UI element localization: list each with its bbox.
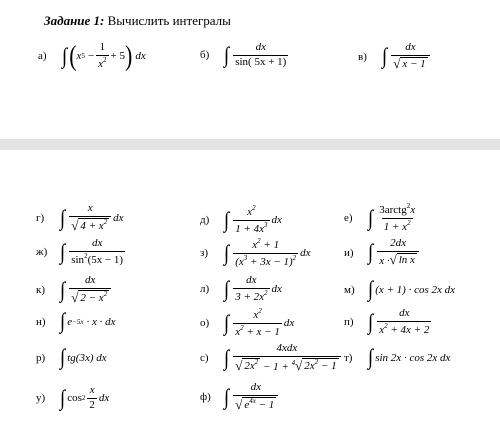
integral-t: т) ∫ sin 2x · cos 2x dx bbox=[344, 345, 451, 370]
left-frame bbox=[0, 0, 15, 433]
integral-sign: ∫ bbox=[224, 276, 230, 302]
integral-sign: ∫ bbox=[224, 42, 230, 68]
fraction: $\frac{1}{x^2}$ bbox=[98, 41, 107, 70]
fraction: 2dx x · √ ln x bbox=[377, 238, 419, 267]
integral-sign: ∫ bbox=[60, 309, 66, 334]
integral-p: п) ∫ $\frac{dx}{x^2 + 4x + 2}$ bbox=[344, 307, 430, 336]
integral-i: и) ∫ 2dx x · √ ln x bbox=[344, 238, 421, 267]
integral-sign: ∫ bbox=[382, 44, 388, 69]
fraction: $\frac{dx}{\sin^2(5x - 1)}$ bbox=[71, 237, 124, 266]
integral-z: з) ∫ $\frac{x^2 + 1}{(x^3 + 3x - 1)^2}$ dx bbox=[200, 237, 311, 268]
fraction: 4xdx √ $2x^2$ − 1 + $^4$ √ $2x^2 - 1$ bbox=[233, 343, 340, 373]
integral-sign: ∫ bbox=[60, 345, 66, 370]
fraction: dx √ $e^{4x} - 1$ bbox=[233, 382, 278, 412]
integral-s: с) ∫ 4xdx √ $2x^2$ − 1 + $^4$ √ $2x^2 - 1$ bbox=[200, 343, 343, 373]
integral-sign: ∫ bbox=[368, 277, 374, 302]
task-label: Задание 1: bbox=[44, 13, 105, 28]
integral-sign: ∫ bbox=[224, 346, 230, 371]
fraction: x √ $4 + x^2$ bbox=[69, 203, 111, 233]
integral-sign: ∫ bbox=[224, 310, 230, 336]
integral-sign: ∫ bbox=[60, 239, 66, 265]
integral-sign: ∫ bbox=[60, 206, 66, 231]
top-card bbox=[14, 0, 500, 139]
integral-sign: ∫ bbox=[62, 43, 68, 69]
integral-o: о) ∫ $\frac{x^2}{x^2 + x - 1}$ dx bbox=[200, 307, 295, 338]
integral-sign: ∫ bbox=[368, 309, 374, 335]
fraction: $\frac{dx}{\sin( 5x + 1)}$ bbox=[235, 41, 287, 68]
integral-a: а) ∫ ( x 5 − $\frac{1}{x^2}$ + 5 ) dx bbox=[38, 39, 146, 72]
integral-sign: ∫ bbox=[60, 385, 66, 411]
integral-sign: ∫ bbox=[224, 385, 230, 410]
label-b: б) bbox=[200, 49, 210, 62]
label-v: в) bbox=[358, 50, 367, 63]
integral-m: м) ∫ (x + 1) · cos 2x dx bbox=[344, 277, 456, 302]
task-text: Вычислить интегралы bbox=[104, 13, 231, 28]
fraction: dx √ x − 1 bbox=[391, 42, 429, 71]
fraction: $\frac{x}{2}$ bbox=[89, 384, 95, 411]
label-a: а) bbox=[38, 50, 47, 63]
fraction: $\frac{dx}{3 + 2x^2}$ bbox=[235, 274, 268, 303]
integral-r: р) ∫ tg(3x) dx bbox=[36, 345, 107, 370]
fraction: $\frac{x^2 + 1}{(x^3 + 3x - 1)^2}$ bbox=[235, 237, 297, 268]
integral-sign: ∫ bbox=[368, 345, 374, 370]
bottom-card bbox=[14, 150, 500, 433]
integral-sign: ∫ bbox=[60, 278, 66, 303]
fraction: dx √ $2 - x^2$ bbox=[69, 275, 111, 305]
integral-zh: ж) ∫ $\frac{dx}{\sin^2(5x - 1)}$ bbox=[36, 237, 124, 266]
integral-v bbox=[358, 42, 432, 71]
integral-sign: ∫ bbox=[368, 205, 374, 231]
integral-b bbox=[200, 42, 290, 68]
integral-n: н) ∫ e −5x · x · dx bbox=[36, 309, 116, 334]
integral-l: л) ∫ $\frac{dx}{3 + 2x^2}$ dx bbox=[200, 274, 282, 303]
integral-k: к) ∫ dx √ $2 - x^2$ bbox=[36, 275, 113, 305]
fraction: $\frac{dx}{x^2 + 4x + 2}$ bbox=[379, 307, 430, 336]
fraction: $\frac{3arctg^2x}{1 + x^2}$ bbox=[379, 202, 416, 233]
page-title bbox=[44, 13, 231, 29]
integral-u: у) ∫ cos 2 $\frac{x}{2}$ dx bbox=[36, 384, 110, 411]
fraction: $\frac{x^2}{x^2 + x - 1}$ bbox=[235, 307, 280, 338]
integral-sign: ∫ bbox=[368, 240, 374, 265]
gap-band bbox=[0, 139, 500, 150]
integral-g: г) ∫ x √ $4 + x^2$ dx bbox=[36, 202, 124, 233]
integral-d: д) ∫ $\frac{x^2}{1 + 4x^3}$ dx bbox=[200, 204, 282, 235]
integral-sign: ∫ bbox=[224, 207, 230, 233]
fraction: $\frac{x^2}{1 + 4x^3}$ bbox=[235, 204, 268, 235]
integral-sign: ∫ bbox=[224, 240, 230, 266]
integral-e: е) ∫ $\frac{3arctg^2x}{1 + x^2}$ bbox=[344, 202, 416, 233]
integral-f: ф) ∫ dx √ $e^{4x} - 1$ bbox=[200, 382, 280, 412]
